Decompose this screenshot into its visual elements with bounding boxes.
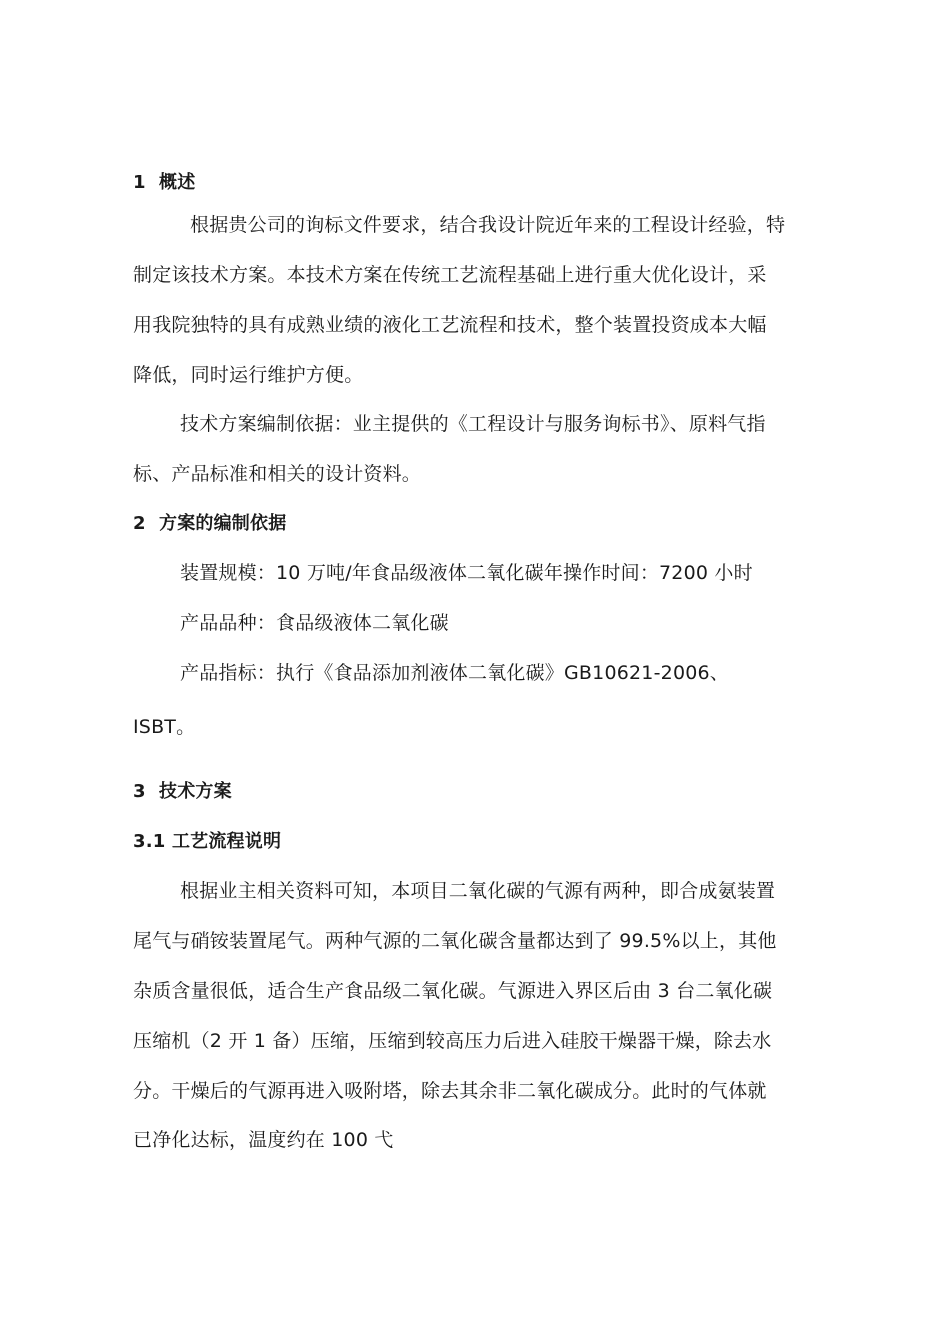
section-3-heading <box>133 779 232 805</box>
section-3-number: 3 <box>133 781 146 802</box>
paragraph-line: 压缩机（2 开 1 备）压缩，压缩到较高压力后进入硅胶干燥器干燥，除去水 <box>133 1030 772 1052</box>
paragraph-line: 分。干燥后的气源再进入吸附塔，除去其余非二氧化碳成分。此时的气体就 <box>133 1080 767 1102</box>
paragraph-line: 根据贵公司的询标文件要求，结合我设计院近年来的工程设计经验，特 <box>190 214 786 236</box>
section-2-heading <box>133 511 286 537</box>
section-1-heading <box>133 170 195 196</box>
subsection-3-1-heading: 3.1 工艺流程说明 <box>133 831 282 852</box>
spec-line-product-standard: 产品指标：执行《食品添加剂液体二氧化碳》GB10621-2006、 <box>180 662 730 684</box>
paragraph-line: 根据业主相关资料可知，本项目二氧化碳的气源有两种，即合成氨装置 <box>180 880 776 902</box>
section-2-title: 方案的编制依据 <box>159 513 287 534</box>
paragraph-line: 已净化达标，温度约在 100 弋 <box>133 1129 394 1151</box>
spec-line-scale: 装置规模：10 万吨/年食品级液体二氧化碳年操作时间：7200 小时 <box>180 562 753 584</box>
paragraph-line: 尾气与硝铵装置尾气。两种气源的二氧化碳含量都达到了 99.5%以上，其他 <box>133 930 777 952</box>
section-3-title: 技术方案 <box>159 781 232 802</box>
spec-line-product-type: 产品品种：食品级液体二氧化碳 <box>180 612 449 634</box>
paragraph-line: 用我院独特的具有成熟业绩的液化工艺流程和技术，整个装置投资成本大幅 <box>133 314 767 336</box>
paragraph-line: 技术方案编制依据：业主提供的《工程设计与服务询标书》、原料气指 <box>180 413 766 435</box>
paragraph-line: 杂质含量很低，适合生产食品级二氧化碳。气源进入界区后由 3 台二氧化碳 <box>133 980 773 1002</box>
paragraph-line: 标、产品标准和相关的设计资料。 <box>133 463 422 485</box>
paragraph-line: 制定该技术方案。本技术方案在传统工艺流程基础上进行重大优化设计，采 <box>133 264 767 286</box>
paragraph-line: 降低，同时运行维护方便。 <box>133 364 364 386</box>
section-1-number: 1 <box>133 172 146 193</box>
section-1-title: 概述 <box>159 172 196 193</box>
section-2-number: 2 <box>133 513 146 534</box>
spec-line-standard-continued: ISBT。 <box>133 716 196 738</box>
